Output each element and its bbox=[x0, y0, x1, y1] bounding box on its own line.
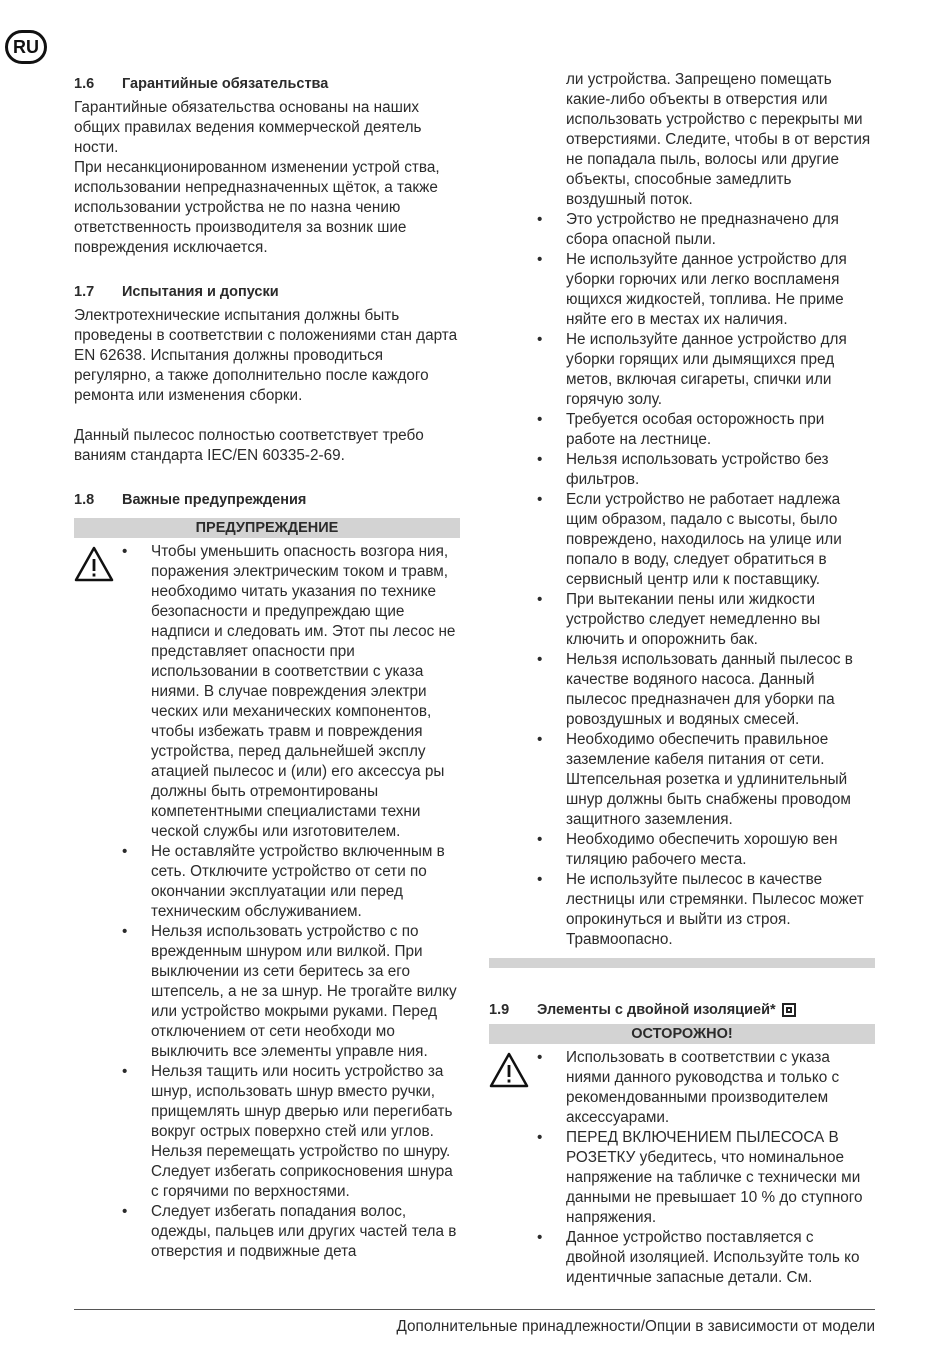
list-item: • Следует избегать попадания волос, одежды, пальцев или других частей тела в отверстия и подвижные дета bbox=[122, 1202, 460, 1262]
list-item: • Не оставляйте устройство включенным в сеть. Отключите устройство от сети по окончании эксплуатации или перед техническим обслуживанием. bbox=[122, 842, 460, 922]
list-item: • Нельзя использовать данный пылесос в качестве водяного насоса. Данный пылесос предназначен для уборки па ровоздушных и водяных смесей. bbox=[537, 650, 875, 730]
paragraph: Гарантийные обязательства основаны на наших общих правилах ведения коммерческой деятель ности. bbox=[74, 99, 422, 156]
list-item: • Требуется особая осторожность при работе на лестнице. bbox=[537, 410, 875, 450]
section-1-8-heading bbox=[74, 490, 460, 510]
section-number: 1.8 bbox=[74, 492, 95, 508]
list-item: • Это устройство не предназначено для сбора опасной пыли. bbox=[537, 210, 875, 250]
caution-bar: ОСТОРОЖНО! bbox=[489, 1024, 875, 1044]
list-item: • Необходимо обеспечить хорошую вен тиляцию рабочего места. bbox=[537, 830, 875, 870]
language-badge: RU bbox=[5, 30, 47, 64]
list-item: • Нельзя использовать устройство без фильтров. bbox=[537, 450, 875, 490]
section-1-7-heading bbox=[74, 282, 460, 302]
list-item: • Нельзя тащить или носить устройство за шнур, использовать шнур вместо ручки, прищемлять шнур дверью или перегибать вокруг острых поверхно стей или углов. Нельзя перемещать устройство по шнуру. Следует избегать соприкосновения шнура с горячими по верхностями. bbox=[122, 1062, 460, 1202]
caution-block bbox=[489, 1048, 875, 1288]
warning-triangle-icon bbox=[489, 1052, 529, 1088]
list-item: • Необходимо обеспечить правильное заземление кабеля питания от сети. Штепсельная розетка и удлинительный шнур должны быть снабжены проводом защитного заземления. bbox=[537, 730, 875, 830]
paragraph: Данный пылесос полностью соответствует требо ваниям стандарта IEC/EN 60335-2-69. bbox=[74, 427, 424, 464]
warning-list bbox=[74, 542, 460, 1262]
caution-list bbox=[489, 1048, 875, 1288]
paragraph: При несанкционированном изменении устрой ства, использовании непредназначенных щёток, а также использовании устройства не по назна чению ответственность производителя за возник шие повреждения исключается. bbox=[74, 159, 440, 256]
section-number: 1.9 bbox=[489, 1002, 510, 1018]
double-insulation-icon bbox=[782, 1003, 796, 1017]
section-1-6-heading bbox=[74, 74, 460, 94]
warning-list-continued bbox=[489, 210, 875, 950]
list-item: • Использовать в соответствии с указа ниями данного руководства и только с рекомендованными производителем аксессуарами. bbox=[537, 1048, 875, 1128]
paragraph: Электротехнические испытания должны быть проведены в соответствии с положениями стан дарта EN 62638. Испытания должны проводиться регулярно, а также дополнительно после каждого ремонта или изменения сборки. bbox=[74, 307, 458, 404]
list-item: • Данное устройство поставляется с двойной изоляцией. Используйте толь ко идентичные запасные детали. См. bbox=[537, 1228, 875, 1288]
warning-triangle-icon bbox=[74, 546, 114, 582]
list-item: • Не используйте пылесос в качестве лестницы или стремянки. Пылесос может опрокинуться и выйти из строя. Травмоопасно. bbox=[537, 870, 875, 950]
left-column bbox=[74, 70, 460, 1262]
warning-block bbox=[74, 542, 460, 1262]
footer-note: Дополнительные принадлежности/Опции в зависимости от модели bbox=[396, 1318, 875, 1335]
section-title: Элементы с двойной изоляцией* bbox=[537, 1002, 776, 1018]
list-item: • ПЕРЕД ВКЛЮЧЕНИЕМ ПЫЛЕСОСА В РОЗЕТКУ убедитесь, что номинальное напряжение на табличке с технически ми данными не превышает 10 % до ступного напряжения. bbox=[537, 1128, 875, 1228]
right-column bbox=[489, 70, 875, 1288]
list-item: • Нельзя использовать устройство с по врежденным шнуром или вилкой. При выключении из сети беритесь за его штепсель, а не за шнур. Не трогайте вилку или устройство мокрыми руками. Перед отключением от сети необходи мо выключить все элементы управле ния. bbox=[122, 922, 460, 1062]
section-number: 1.6 bbox=[74, 76, 95, 92]
list-item: • Чтобы уменьшить опасность возгора ния, поражения электрическим током и травм, необходимо читать указания по технике безопасности и предупреждаю щие надписи и следовать им. Этот пы лесос не представляет опасности при использовании в соответствии с указа ниями. В случае повреждения электри ческих или механических компонентов, чтобы избежать травм и повреждения устройства, перед дальнейшей эксплу атацией пылесос и (или) его аксессуа ры должны быть отремонтированы компетентными специалистами техни ческой службы или изготовителем. bbox=[122, 542, 460, 842]
section-divider bbox=[489, 958, 875, 968]
section-1-9-heading bbox=[489, 1000, 875, 1020]
continued-text: ли устройства. Запрещено помещать какие-либо объекты в отверстия или использовать устройство с перекрыты ми отверстиями. Следите, чтобы в от верстия не попадала пыль, волосы или другие объекты, способные замедлить воздушный поток. bbox=[566, 71, 871, 208]
section-title: Гарантийные обязательства bbox=[122, 76, 329, 92]
warning-bar: ПРЕДУПРЕЖДЕНИЕ bbox=[74, 518, 460, 538]
section-title: Важные предупреждения bbox=[122, 492, 307, 508]
section-title: Испытания и допуски bbox=[122, 284, 279, 300]
footer-divider bbox=[74, 1309, 875, 1310]
section-number: 1.7 bbox=[74, 284, 95, 300]
list-item: • Если устройство не работает надлежа щим образом, падало с высоты, было повреждено, находилось на улице или попало в воду, следует обратиться в сервисный центр или к поставщику. bbox=[537, 490, 875, 590]
list-item: • Не используйте данное устройство для уборки горящих или дымящихся пред метов, включая сигареты, спички или горячую золу. bbox=[537, 330, 875, 410]
list-item: • При вытекании пены или жидкости устройство следует немедленно вы ключить и опорожнить бак. bbox=[537, 590, 875, 650]
list-item: • Не используйте данное устройство для уборки горючих или легко воспламеня ющихся жидкостей, топлива. Не приме няйте его в местах их наличия. bbox=[537, 250, 875, 330]
